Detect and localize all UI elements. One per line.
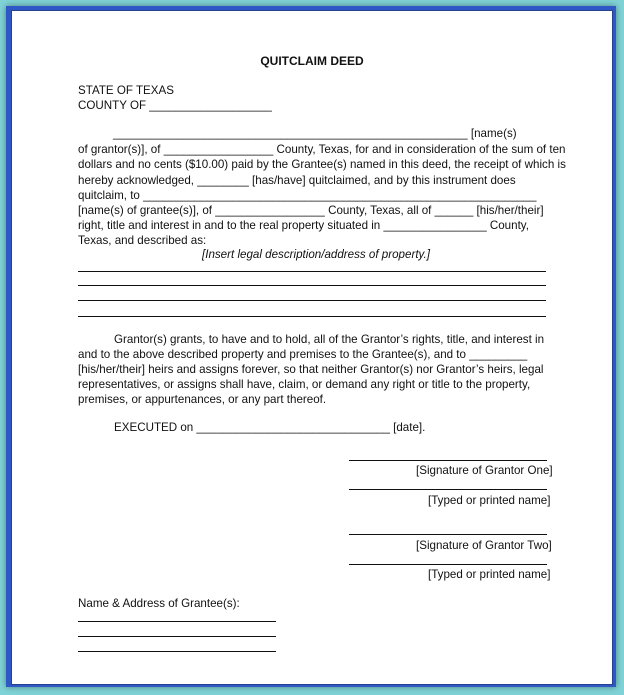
county-line: COUNTY OF ___________________ <box>78 99 272 112</box>
typed-name-one: [Typed or printed name] <box>428 494 551 507</box>
document-page <box>11 10 613 685</box>
description-rule-1 <box>78 271 546 272</box>
p1-line-8: Texas, and described as: <box>78 234 207 247</box>
grantee-rule-1 <box>78 621 276 622</box>
p2-line-2: and to the above described property and premises to the Grantee(s), and to _________ <box>78 348 528 361</box>
p2-line-1: Grantor(s) grants, to have and to hold, all of the Grantor’s rights, title, and interest in <box>114 333 545 346</box>
grantee-rule-2 <box>78 636 276 637</box>
typed-name-rule-2 <box>349 564 547 565</box>
p1-line-4: hereby acknowledged, ________ [has/have] quitclaimed, and by this instrument does <box>78 174 516 187</box>
grantee-label: Name & Address of Grantee(s): <box>78 597 240 610</box>
p2-line-3: [his/her/their] heirs and assigns forever, so that neither Grantor(s) nor Grantor’s heirs, legal <box>78 363 544 376</box>
legal-description: [Insert legal description/address of property.] <box>202 248 430 261</box>
state-line: STATE OF TEXAS <box>78 84 174 97</box>
description-rule-2 <box>78 285 546 286</box>
typed-name-rule-1 <box>349 489 547 490</box>
typed-name-two: [Typed or printed name] <box>428 568 551 581</box>
p1-line-6: [name(s) of grantee(s)], of _________________ County, Texas, all of ______ [his/her/their] <box>78 204 544 217</box>
description-rule-3 <box>78 300 546 301</box>
p1-line-5: quitclaim, to _____________________________________________________________ <box>78 189 537 202</box>
p1-line-3: dollars and no cents ($10.00) paid by the Grantee(s) named in this deed, the receipt of which is <box>78 158 566 171</box>
signature-grantor-two: [Signature of Grantor Two] <box>416 539 552 552</box>
signature-grantor-one: [Signature of Grantor One] <box>416 464 553 477</box>
description-rule-4 <box>78 316 546 317</box>
p1-line-2: of grantor(s)], of _________________ County, Texas, for and in consideration of the sum of ten <box>78 143 566 156</box>
executed-line: EXECUTED on ______________________________ [date]. <box>114 421 426 434</box>
p2-line-4: representatives, or assigns shall have, claim, or demand any right or title to the property, <box>78 378 531 391</box>
grantee-rule-3 <box>78 651 276 652</box>
signature-rule-2 <box>349 534 547 535</box>
deed-body <box>12 11 612 684</box>
signature-rule-1 <box>349 460 547 461</box>
p1-line-7: right, title and interest in and to the real property situated in ________________ County, <box>78 219 529 232</box>
document-title: QUITCLAIM DEED <box>260 54 364 68</box>
p1-line-1: _______________________________________________________ [name(s) <box>113 127 517 140</box>
p2-line-5: premises, or appurtenances, or any part thereof. <box>78 393 327 406</box>
